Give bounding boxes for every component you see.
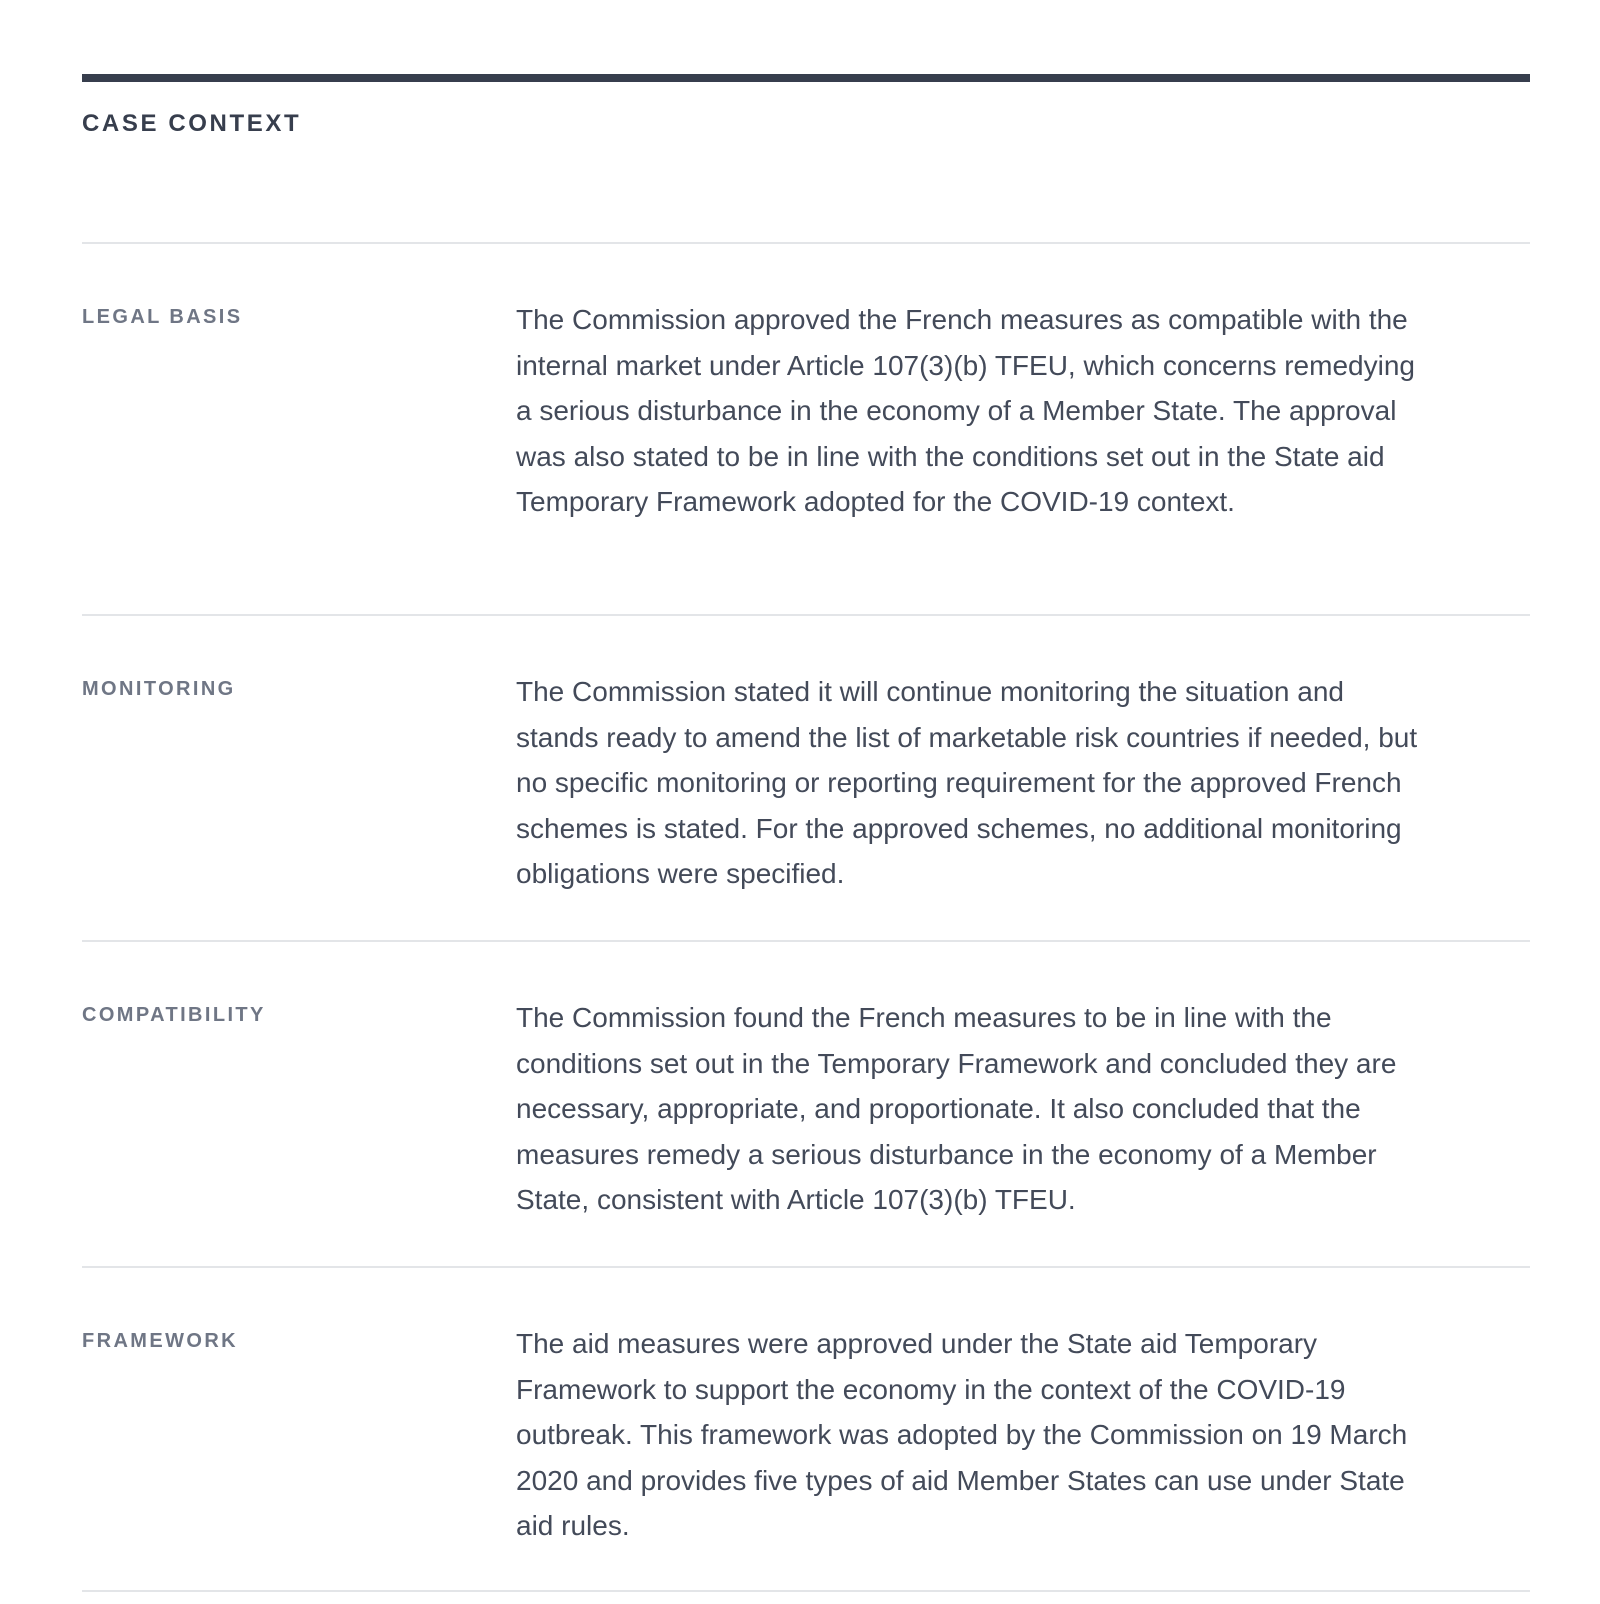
row-text: The Commission found the French measures to be in line with the conditions set out in the Temporary Framework and concluded they are necessary, appropriate, and proportionate. It also concluded that the measures remedy a serious disturbance in the economy of a Member State, consistent with Article 107(3)(b) TFEU. (516, 1002, 1397, 1216)
row-label: COMPATIBILITY (82, 1004, 266, 1026)
row-label: MONITORING (82, 678, 236, 700)
row-legal-basis (82, 242, 1530, 614)
section-title: CASE CONTEXT (82, 110, 302, 137)
top-divider (82, 74, 1530, 82)
context-list (82, 242, 1530, 1592)
row-framework (82, 1266, 1530, 1592)
row-compatibility (82, 940, 1530, 1266)
row-label: LEGAL BASIS (82, 306, 243, 328)
row-text: The Commission approved the French measures as compatible with the internal market under Article 107(3)(b) TFEU, which concerns remedying a serious disturbance in the economy of a Member State. The approval was also stated to be in line with the conditions set out in the State aid Temporary Framework adopted for the COVID-19 context. (516, 304, 1415, 518)
row-text: The aid measures were approved under the State aid Temporary Framework to support the economy in the context of the COVID-19 outbreak. This framework was adopted by the Commission on 19 March 2020 and provides five types of aid Member States can use under State aid rules. (516, 1328, 1408, 1542)
row-label: FRAMEWORK (82, 1330, 239, 1352)
row-text: The Commission stated it will continue monitoring the situation and stands ready to amend the list of marketable risk countries if needed, but no specific monitoring or reporting requirement for the approved French schemes is stated. For the approved schemes, no additional monitoring obligations were specified. (516, 676, 1418, 890)
row-monitoring (82, 614, 1530, 940)
